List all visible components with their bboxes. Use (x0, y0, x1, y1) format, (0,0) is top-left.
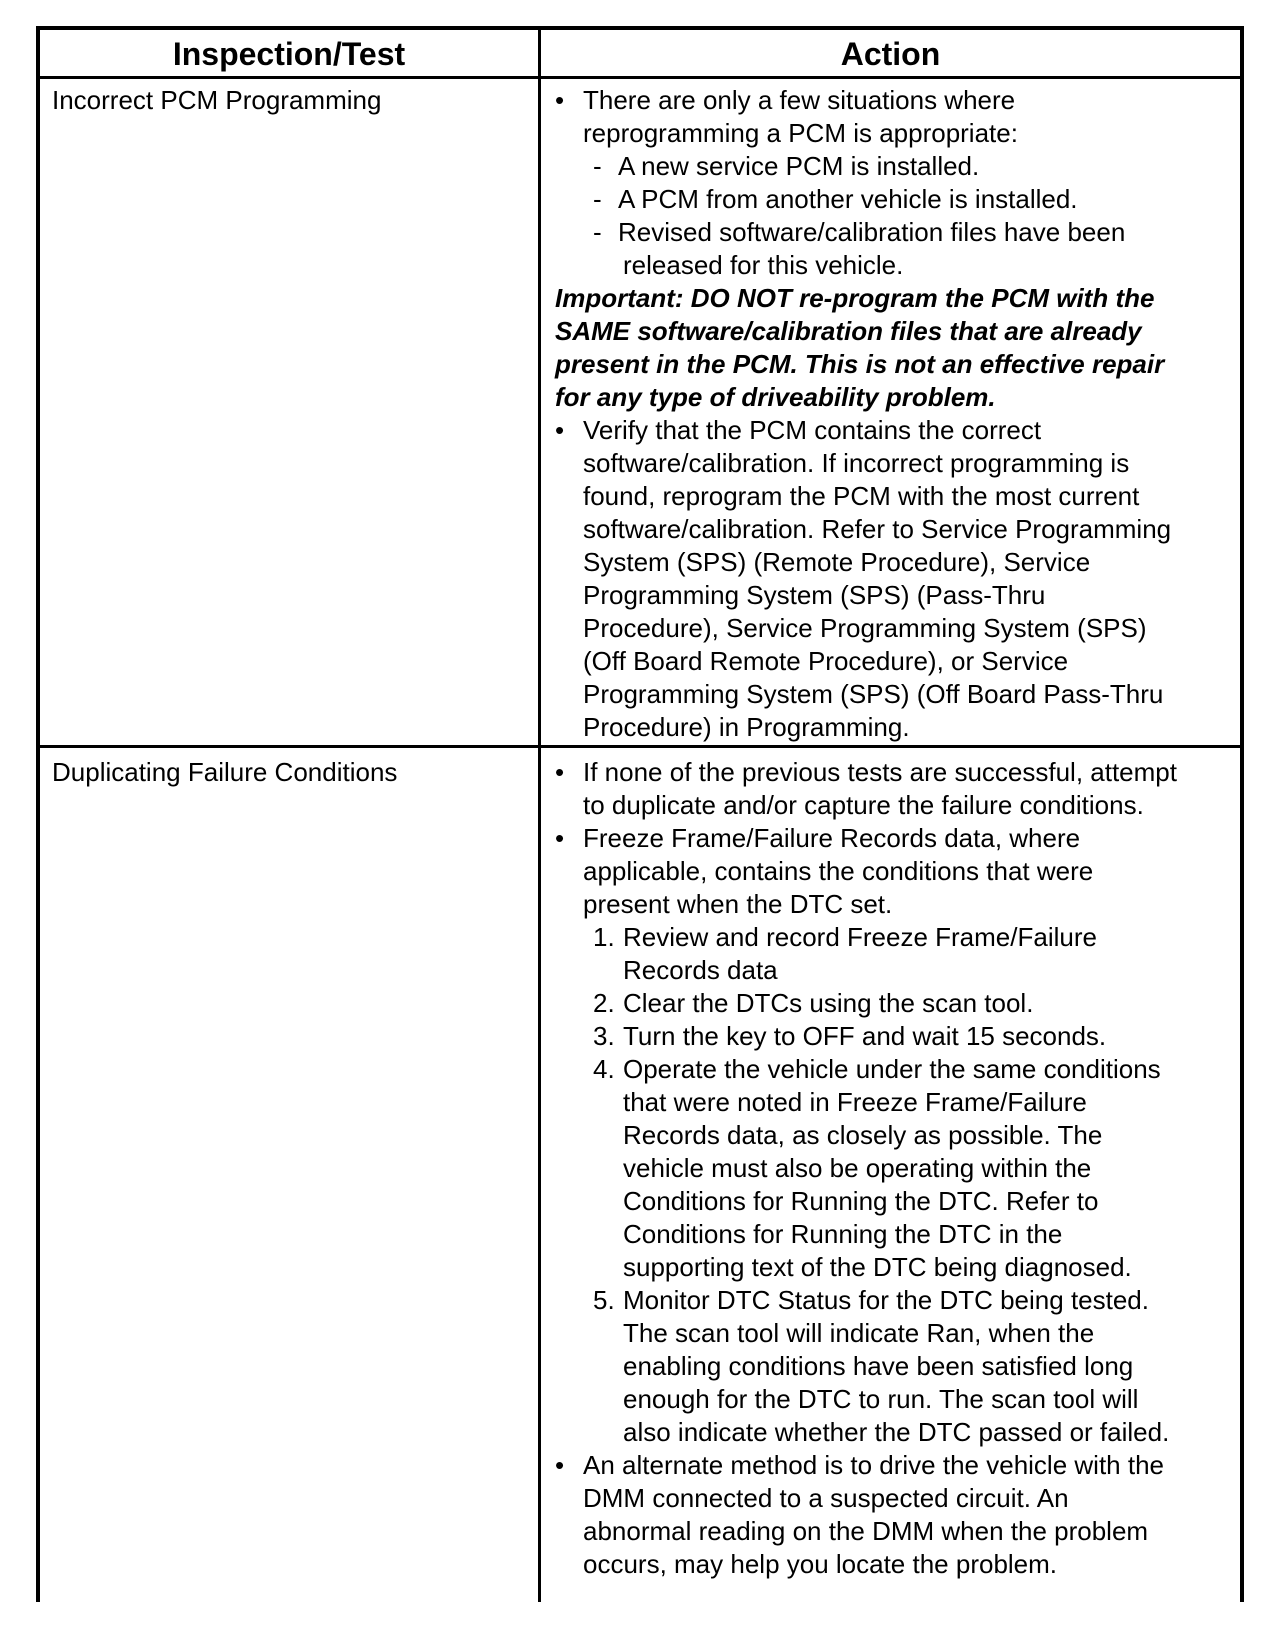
sub-list-item: - A PCM from another vehicle is installed. (593, 184, 1078, 214)
column-divider (538, 26, 541, 1602)
sub-list-item: - A new service PCM is installed. (593, 151, 980, 181)
list-item: • Freeze Frame/Failure Records data, where (555, 823, 1081, 853)
bullet-marker: • (555, 85, 565, 115)
row-1-action (555, 84, 1235, 744)
header-action: Action (840, 36, 941, 72)
list-item-continuation: applicable, contains the conditions that were (583, 856, 1094, 886)
important-note: Important: DO NOT re-program the PCM with the (555, 283, 1155, 313)
list-item: • There are only a few situations where (555, 85, 1016, 115)
row-divider (36, 745, 1244, 748)
list-item: • If none of the previous tests are successful, attempt (555, 757, 1177, 787)
important-note: SAME software/calibration files that are already (555, 316, 1142, 346)
numbered-item-continuation: Records data, as closely as possible. The (623, 1120, 1103, 1150)
important-note: present in the PCM. This is not an effective repair (555, 349, 1165, 379)
list-item-continuation: System (SPS) (Remote Procedure), Service (583, 547, 1091, 577)
list-item-continuation: occurs, may help you locate the problem. (583, 1549, 1058, 1579)
numbered-item: 3. Turn the key to OFF and wait 15 seconds. (593, 1021, 1107, 1051)
list-item-continuation: Programming System (SPS) (Pass-Thru (583, 580, 1046, 610)
number-marker: 2. (593, 988, 615, 1018)
list-item-continuation: software/calibration. If incorrect programming is (583, 448, 1130, 478)
row-2-action (555, 756, 1235, 1581)
numbered-item-continuation: Conditions for Running the DTC in the (623, 1219, 1063, 1249)
numbered-item-continuation: The scan tool will indicate Ran, when the (623, 1318, 1095, 1348)
row-2-inspection: Duplicating Failure Conditions (52, 757, 398, 787)
list-item-continuation: abnormal reading on the DMM when the problem (583, 1516, 1149, 1546)
dash-marker: - (593, 217, 602, 247)
list-item: • Verify that the PCM contains the correct (555, 415, 1042, 445)
bullet-marker: • (555, 757, 565, 787)
numbered-item-continuation: vehicle must also be operating within the (623, 1153, 1092, 1183)
numbered-item-continuation: enabling conditions have been satisfied long (623, 1351, 1134, 1381)
row-1-inspection: Incorrect PCM Programming (52, 85, 382, 115)
dash-marker: - (593, 151, 602, 181)
number-marker: 1. (593, 922, 615, 952)
numbered-item: 5. Monitor DTC Status for the DTC being tested. (593, 1285, 1149, 1315)
list-item-continuation: Procedure), Service Programming System (SPS) (583, 613, 1147, 643)
sub-list-item-continuation: released for this vehicle. (623, 250, 904, 280)
numbered-item: 1. Review and record Freeze Frame/Failure (593, 922, 1097, 952)
list-item-continuation: Programming System (SPS) (Off Board Pass-Thru (583, 679, 1164, 709)
list-item: • An alternate method is to drive the vehicle with the (555, 1450, 1164, 1480)
list-item-continuation: software/calibration. Refer to Service Programming (583, 514, 1172, 544)
list-item-continuation: found, reprogram the PCM with the most current (583, 481, 1140, 511)
numbered-item-continuation: also indicate whether the DTC passed or failed. (623, 1417, 1170, 1447)
list-item-continuation: present when the DTC set. (583, 889, 893, 919)
bullet-marker: • (555, 415, 565, 445)
list-item-continuation: to duplicate and/or capture the failure conditions. (583, 790, 1144, 820)
list-item-continuation: DMM connected to a suspected circuit. An (583, 1483, 1069, 1513)
numbered-item-continuation: that were noted in Freeze Frame/Failure (623, 1087, 1087, 1117)
dash-marker: - (593, 184, 602, 214)
list-item-continuation: (Off Board Remote Procedure), or Service (583, 646, 1069, 676)
sub-list-item: - Revised software/calibration files have been (593, 217, 1126, 247)
number-marker: 4. (593, 1054, 615, 1084)
number-marker: 5. (593, 1285, 615, 1315)
list-item-continuation: reprogramming a PCM is appropriate: (583, 118, 1018, 148)
important-note: for any type of driveability problem. (555, 382, 996, 412)
numbered-item: 4. Operate the vehicle under the same conditions (593, 1054, 1161, 1084)
numbered-item-continuation: Conditions for Running the DTC. Refer to (623, 1186, 1099, 1216)
bullet-marker: • (555, 1450, 565, 1480)
bullet-marker: • (555, 823, 565, 853)
number-marker: 3. (593, 1021, 615, 1051)
numbered-item-continuation: enough for the DTC to run. The scan tool will (623, 1384, 1139, 1414)
numbered-item-continuation: supporting text of the DTC being diagnosed. (623, 1252, 1132, 1282)
header-inspection-test: Inspection/Test (172, 36, 406, 72)
numbered-item-continuation: Records data (623, 955, 778, 985)
list-item-continuation: Procedure) in Programming. (583, 712, 910, 742)
numbered-item: 2. Clear the DTCs using the scan tool. (593, 988, 1034, 1018)
